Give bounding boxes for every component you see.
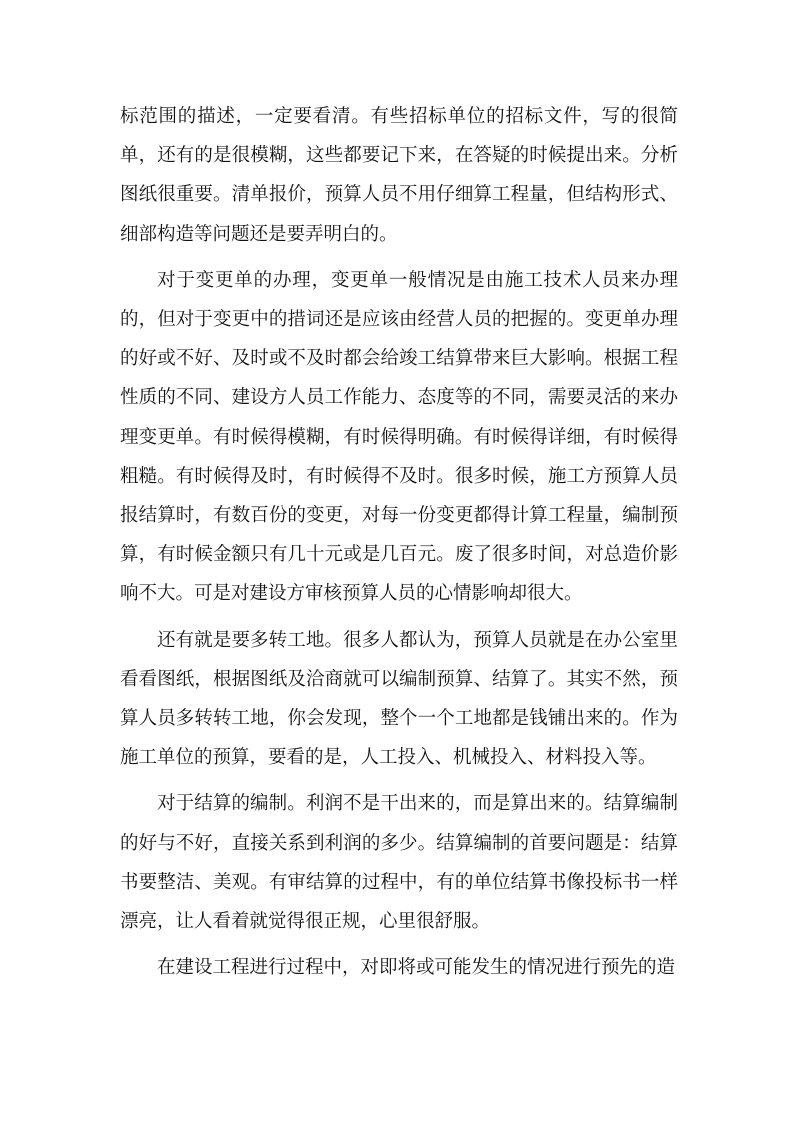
paragraph-scope-description: 标范围的描述，一定要看清。有些招标单位的招标文件，写的很简单，还有的是很模糊，这些都要记下来，在答疑的时候提出来。分析图纸很重要。清单报价，预算人员不用仔细算工程量，但结构形式、细部构造等问题还是要弄明白的。	[120, 106, 678, 245]
document-body	[120, 97, 678, 994]
paragraph-site-visits: 还有就是要多转工地。很多人都认为，预算人员就是在办公室里看看图纸，根据图纸及洽商就可以编制预算、结算了。其实不然，预算人员多转转工地，你会发现，整个一个工地都是钱铺出来的。作为施工单位的预算，要看的是，人工投入、机械投入、材料投入等。	[120, 629, 678, 769]
paragraph-change-orders: 对于变更单的办理，变更单一般情况是由施工技术人员来办理的，但对于变更中的措词还是应该由经营人员的把握的。变更单办理的好或不好、及时或不及时都会给竣工结算带来巨大影响。根据工程性质的不同、建设方人员工作能力、态度等的不同，需要灵活的来办理变更单。有时候得模糊，有时候得明确。有时候得详细，有时候得粗糙。有时候得及时，有时候得不及时。很多时候，施工方预算人员报结算时，有数百份的变更，对每一份变更都得计算工程量，编制预算，有时候金额只有几十元或是几百元。废了很多时间，对总造价影响不大。可是对建设方审核预算人员的心情影响却很大。	[120, 269, 678, 605]
paragraph-settlement-preparation: 对于结算的编制。利润不是干出来的，而是算出来的。结算编制的好与不好，直接关系到利润的多少。结算编制的首要问题是：结算书要整洁、美观。有审结算的过程中，有的单位结算书像投标书一样漂亮，让人看着就觉得很正规，心里很舒服。	[120, 793, 678, 933]
paragraph-construction-process: 在建设工程进行过程中，对即将或可能发生的情况进行预先的造	[157, 957, 676, 979]
